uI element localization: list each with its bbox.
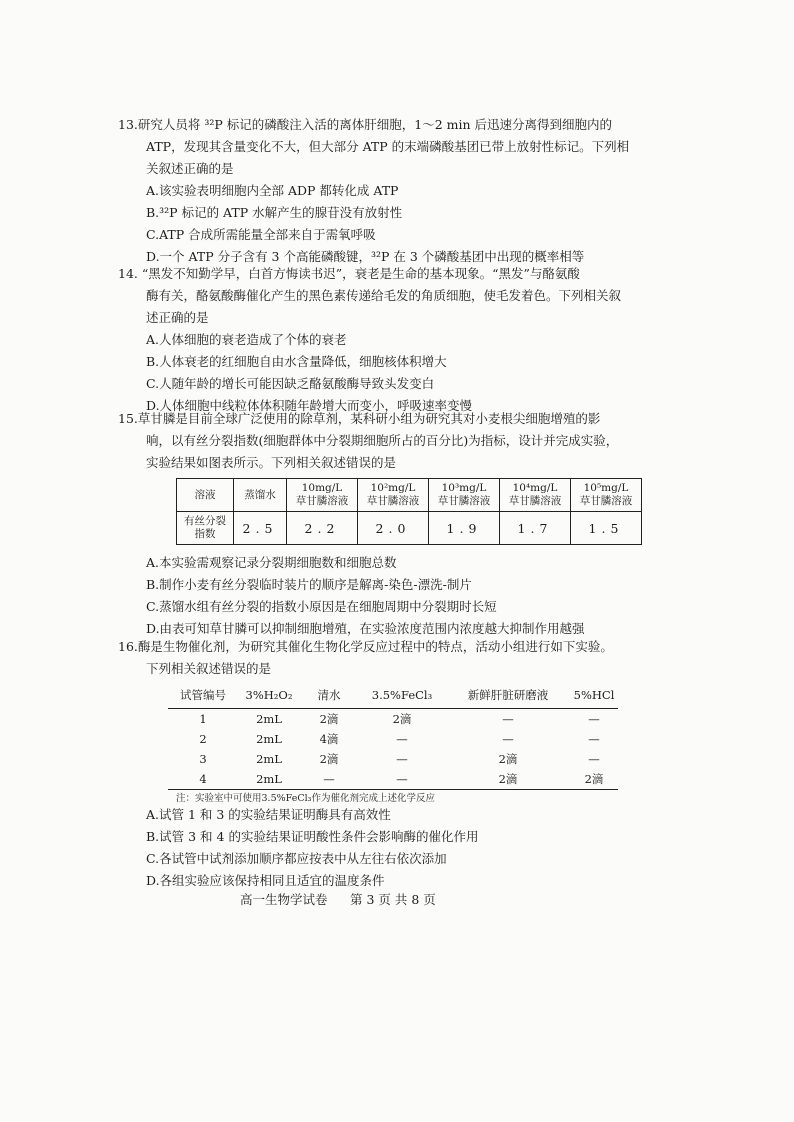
question-16	[118, 636, 656, 680]
q14-option-c: C.人随年龄的增长可能因缺乏酪氨酸酶导致头发变白	[146, 376, 435, 391]
table-cell: 2mL	[256, 772, 282, 786]
table-cell: —	[588, 732, 600, 746]
q14-stem-line3: 述正确的是	[146, 310, 209, 325]
table-cell: —	[588, 752, 600, 766]
table-header-cell: 溶液	[177, 479, 234, 512]
q13-option-b: B.³²P 标记的 ATP 水解产生的腺苷没有放射性	[146, 205, 403, 220]
q13-stem-line3: 关叙述正确的是	[146, 161, 234, 176]
table-cell: —	[502, 712, 514, 726]
q14-option-b: B.人体衰老的红细胞自由水含量降低，细胞核体积增大	[146, 354, 447, 369]
table-row	[177, 479, 642, 512]
q13-option-a: A.该实验表明细胞内全部 ADP 都转化成 ATP	[146, 183, 399, 198]
q14-option-a: A.人体细胞的衰老造成了个体的衰老	[146, 332, 347, 347]
table-cell: 2滴	[392, 712, 412, 726]
table-cell: —	[396, 732, 408, 746]
table-cell: —	[323, 772, 335, 786]
table-cell: 1.7	[500, 512, 571, 545]
table-cell: 2mL	[256, 752, 282, 766]
q15-stem-line3: 实验结果如图表所示。下列相关叙述错误的是	[146, 455, 397, 470]
q16-option-a: A.试管 1 和 3 的实验结果证明酶具有高效性	[146, 807, 391, 822]
table-cell: 2滴	[319, 712, 339, 726]
q16-option-d: D.各组实验应该保持相同且适宜的温度条件	[146, 873, 385, 888]
table-cell: 1.9	[429, 512, 500, 545]
q15-option-b: B.制作小麦有丝分裂临时装片的顺序是解离-染色-漂洗-制片	[146, 577, 472, 592]
question-13	[118, 114, 656, 268]
q16-stem-line2: 下列相关叙述错误的是	[146, 661, 272, 676]
table-header-cell: 10mg/L 草甘膦溶液	[287, 479, 358, 512]
table-cell: 2滴	[584, 772, 604, 786]
q16-stem-line1: 16.酶是生物催化剂，为研究其催化生物化学反应过程中的特点，活动小组进行如下实验。	[118, 639, 613, 654]
question-16-options	[118, 804, 656, 892]
table-header-cell: 10⁵mg/L 草甘膦溶液	[571, 479, 642, 512]
table-cell: 3	[199, 752, 207, 766]
table-header-cell: 3%H₂O₂	[245, 688, 293, 702]
q13-stem-line2: ATP，发现其含量变化不大，但大部分 ATP 的末端磷酸基团已带上放射性标记。下列相	[146, 139, 630, 154]
table-cell: —	[396, 772, 408, 786]
q14-stem-line2: 酶有关，酪氨酸酶催化产生的黑色素传递给毛发的角质细胞，使毛发着色。下列相关叙	[146, 288, 622, 303]
table-cell: 4	[199, 772, 207, 786]
table-header-cell: 试管编号	[180, 688, 226, 702]
table-row	[168, 709, 618, 729]
table-cell: 2滴	[498, 772, 518, 786]
q13-stem-line1: 13.研究人员将 ³²P 标记的磷酸注入活的离体肝细胞，1～2 min 后迅速分离得到细胞内的	[118, 117, 613, 132]
q15-stem-line2: 响，以有丝分裂指数(细胞群体中分裂期细胞所占的百分比)为指标，设计并完成实验，	[146, 433, 619, 448]
table-row	[168, 749, 618, 769]
q15-data-table	[176, 478, 642, 545]
table-cell: —	[396, 752, 408, 766]
table-header-cell: 5%HCl	[573, 688, 615, 702]
q13-option-d: D.一个 ATP 分子含有 3 个高能磷酸键，³²P 在 3 个磷酸基团中出现的概率相等	[146, 249, 585, 264]
q16-table-note: 注：实验室中可使用3.5%FeCl₃作为催化剂完成上述化学反应	[176, 793, 435, 804]
table-header-cell: 蒸馏水	[234, 479, 287, 512]
footer-page-number: 第 3 页 共 8 页	[350, 892, 436, 907]
table-cell: 2mL	[256, 712, 282, 726]
q13-option-c: C.ATP 合成所需能量全部来自于需氧呼吸	[146, 227, 376, 242]
table-cell: —	[502, 732, 514, 746]
table-cell: 2.2	[287, 512, 358, 545]
q15-option-a: A.本实验需观察记录分裂期细胞数和细胞总数	[146, 555, 397, 570]
table-row	[177, 512, 642, 545]
table-cell: 2mL	[256, 732, 282, 746]
table-cell: —	[588, 712, 600, 726]
question-15	[118, 408, 656, 474]
q15-option-c: C.蒸馏水组有丝分裂的指数小原因是在细胞周期中分裂期时长短	[146, 599, 497, 614]
table-header-cell: 10³mg/L 草甘膦溶液	[429, 479, 500, 512]
table-row	[168, 729, 618, 749]
table-cell: 4滴	[319, 732, 339, 746]
q16-option-b: B.试管 3 和 4 的实验结果证明酸性条件会影响酶的催化作用	[146, 829, 479, 844]
table-row-label: 有丝分裂指数	[177, 512, 234, 545]
question-14	[118, 263, 656, 417]
q16-option-c: C.各试管中试剂添加顺序都应按表中从左往右依次添加	[146, 851, 447, 866]
table-cell: 2.5	[234, 512, 287, 545]
table-cell: 2滴	[319, 752, 339, 766]
table-header-cell: 新鲜肝脏研磨液	[467, 688, 549, 702]
table-header-row	[168, 684, 618, 709]
q14-stem-line1: 14. “黑发不知勤学早，白首方悔读书迟”，衰老是生命的基本现象。“黑发”与酪氨酸	[118, 266, 580, 281]
table-cell: 2.0	[358, 512, 429, 545]
q15-stem-line1: 15.草甘膦是目前全球广泛使用的除草剂，某科研小组为研究其对小麦根尖细胞增殖的影	[118, 411, 601, 426]
q14-option-d: D.人体细胞中线粒体体积随年龄增大而变小，呼吸速率变慢	[146, 398, 473, 413]
q15-option-d: D.由表可知草甘膦可以抑制细胞增殖，在实验浓度范围内浓度越大抑制作用越强	[146, 621, 585, 636]
table-row	[168, 769, 618, 789]
table-header-cell: 10⁴mg/L 草甘膦溶液	[500, 479, 571, 512]
q16-data-table	[168, 684, 618, 790]
table-cell: 2	[199, 732, 207, 746]
table-header-cell: 3.5%FeCl₃	[371, 688, 433, 702]
table-header-cell: 清水	[317, 688, 341, 702]
footer-title: 高一生物学试卷	[240, 892, 328, 907]
question-15-options	[118, 552, 656, 640]
table-cell: 2滴	[498, 752, 518, 766]
table-cell: 1	[199, 712, 207, 726]
table-header-cell: 10²mg/L 草甘膦溶液	[358, 479, 429, 512]
table-cell: 1.5	[571, 512, 642, 545]
